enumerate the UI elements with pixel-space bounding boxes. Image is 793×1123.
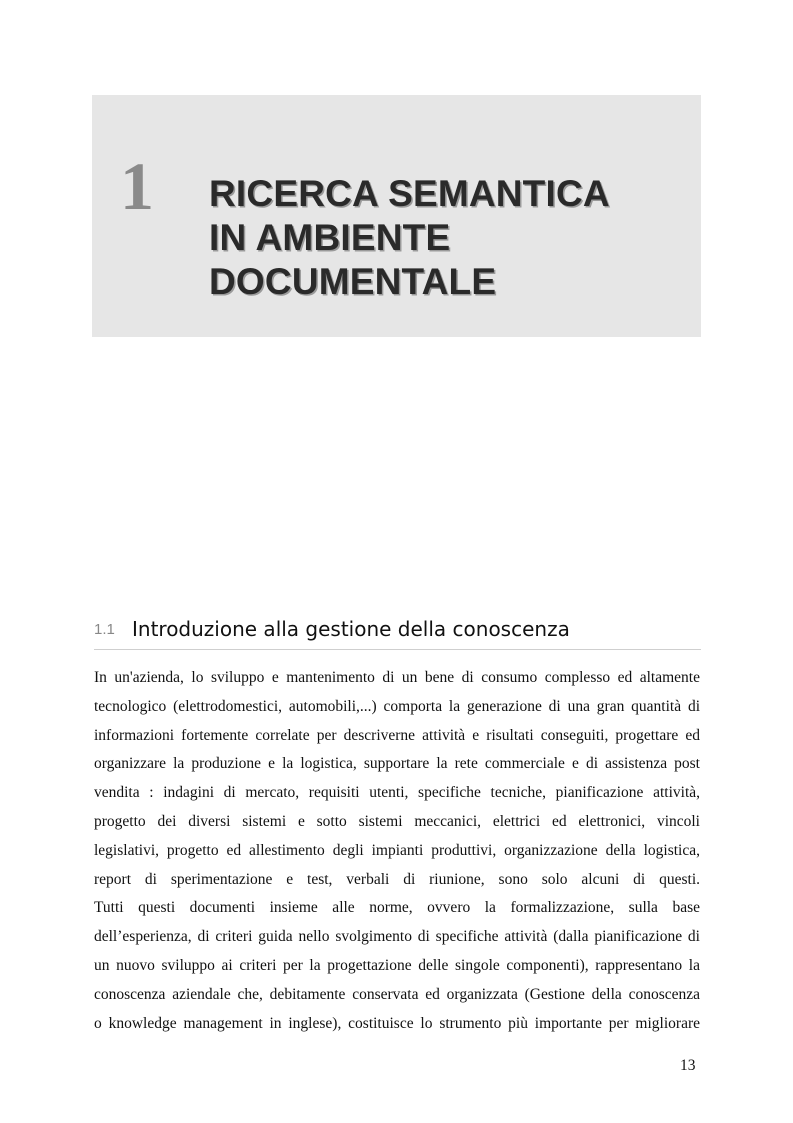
body-line: progetto dei diversi sistemi e sotto sistemi meccanici, elettrici ed elettronici, vincoli <box>94 812 700 830</box>
body-line: dell’esperienza, di criteri guida nello svolgimento di specifiche attività (dalla pianificazione di <box>94 928 700 946</box>
section-title: Introduzione alla gestione della conoscenza <box>132 617 570 641</box>
body-line: organizzare la produzione e la logistica, supportare la rete commerciale e di assistenza post <box>94 755 700 773</box>
body-line: conoscenza aziendale che, debitamente conservata ed organizzata (Gestione della conoscenza <box>94 985 700 1003</box>
body-line: In un'azienda, lo sviluppo e mantenimento di un bene di consumo complesso ed altamente <box>94 669 700 686</box>
body-line: informazioni fortemente correlate per descriverne attività e risultati conseguiti, progettare ed <box>94 726 700 744</box>
chapter-title-line-1: RICERCA SEMANTICA <box>209 173 610 214</box>
body-paragraph <box>94 664 700 1038</box>
page-number: 13 <box>680 1057 696 1074</box>
chapter-title <box>209 172 610 304</box>
body-line: o knowledge management in inglese), costituisce lo strumento più importante per migliorare <box>94 1014 700 1032</box>
body-line: vendita : indagini di mercato, requisiti utenti, specifiche tecniche, pianificazione attività, <box>94 784 700 802</box>
body-line: legislativi, progetto ed allestimento degli impianti produttivi, organizzazione della logistica, <box>94 841 700 859</box>
body-line: report di sperimentazione e test, verbali di riunione, sono solo alcuni di questi. <box>94 870 700 888</box>
body-line: tecnologico (elettrodomestici, automobili,...) comporta la generazione di una gran quantità di <box>94 697 700 715</box>
section-heading <box>94 615 701 650</box>
chapter-title-line-3: DOCUMENTALE <box>209 261 497 302</box>
body-line: un nuovo sviluppo ai criteri per la progettazione delle singole componenti), rappresentano la <box>94 956 700 974</box>
body-line: Tutti questi documenti insieme alle norme, ovvero la formalizzazione, sulla base <box>94 899 700 917</box>
chapter-number: 1 <box>120 148 154 224</box>
chapter-title-line-2: IN AMBIENTE <box>209 217 451 258</box>
section-number: 1.1 <box>94 621 115 638</box>
